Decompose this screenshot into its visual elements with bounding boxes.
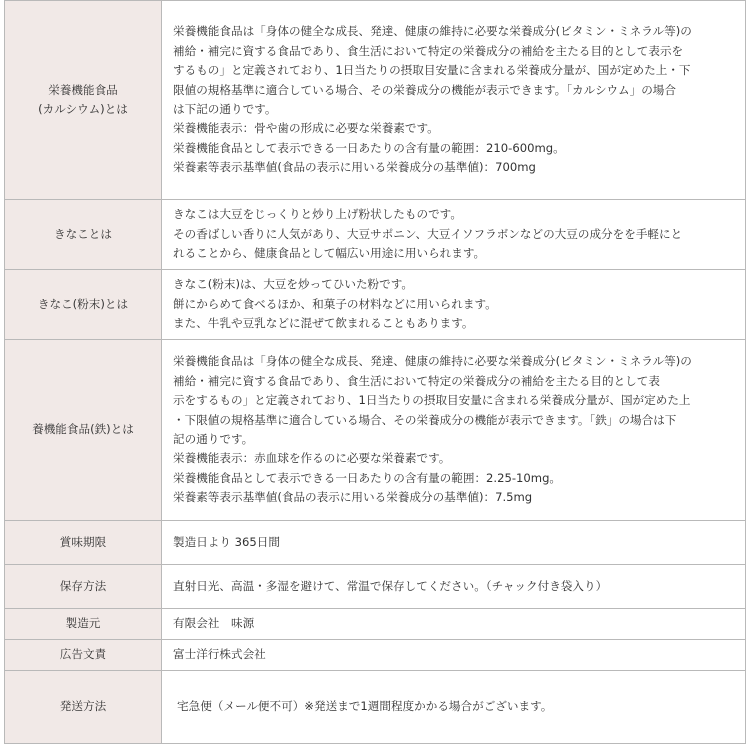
spec-value-line: また、牛乳や豆乳などに混ぜて飲まれることもあります。 (173, 316, 474, 331)
spec-label-line: 保存方法 (59, 578, 107, 593)
spec-label-line: 栄養機能食品 (48, 82, 118, 97)
spec-value-manufacturer (162, 609, 746, 640)
spec-label-kinako (5, 200, 162, 270)
spec-value-line: は下記の通りです。 (173, 102, 277, 116)
spec-value-line: 栄養機能表示：赤血球を作るのに必要な栄養素です。 (173, 451, 451, 466)
spec-label-advertiser (5, 640, 162, 671)
spec-value-storage (162, 565, 746, 609)
spec-label-kinako-powder (5, 270, 162, 340)
spec-value-line: 補給・補完に資する食品であり、食生活において特定の栄養成分の補給を主たる目的として表 (173, 373, 660, 388)
spec-value-line: するもの」と定義されており、1日当たりの摂取目安量に含まれる栄養成分量が、国が定めた上・下 (173, 63, 691, 78)
spec-value-line: きなこは大豆をじっくりと炒り上げ粉状したものです。 (173, 207, 462, 222)
spec-value-line: 餅にからめて食べるほか、和菓子の材料などに用いられます。 (173, 296, 497, 311)
spec-value-kinako (162, 200, 746, 270)
spec-value-line: 栄養機能食品は「身体の健全な成長、発達、健康の維持に必要な栄養成分(ビタミン・ミネラル等)の (173, 24, 692, 39)
spec-value-calcium (162, 1, 746, 200)
spec-value-advertiser (162, 640, 746, 671)
spec-row-manufacturer (5, 609, 746, 640)
spec-value-line: 直射日光、高温・多湿を避けて、常温で保存してください。（チャック付き袋入り） (173, 578, 608, 593)
spec-value-line: 示をするもの」と定義されており、1日当たりの摂取目安量に含まれる栄養成分量が、国が定めた上 (173, 393, 691, 408)
spec-value-line: 栄養素等表示基準値(食品の表示に用いる栄養成分の基準値)：7.5mg (173, 490, 533, 505)
spec-value-line: その香ばしい香りに人気があり、大豆サポニン、大豆イソフラボンなどの大豆の成分をを手軽にと (173, 226, 683, 241)
spec-value-shipping (162, 671, 746, 744)
spec-label-best-before (5, 521, 162, 565)
spec-row-iron (5, 340, 746, 521)
spec-value-line: 栄養素等表示基準値(食品の表示に用いる栄養成分の基準値)：700mg (173, 160, 536, 175)
spec-value-line: 栄養機能食品として表示できる一日あたりの含有量の範囲：2.25-10mg。 (173, 470, 562, 485)
spec-value-line: 記の通りです。 (173, 432, 254, 446)
spec-label-line: (カルシウム)とは (38, 102, 128, 116)
spec-label-shipping (5, 671, 162, 744)
spec-value-kinako-powder (162, 270, 746, 340)
spec-row-shipping (5, 671, 746, 744)
spec-value-iron (162, 340, 746, 521)
spec-label-line: きなことは (54, 226, 112, 241)
spec-row-calcium (5, 1, 746, 200)
spec-value-line: 富士洋行株式会社 (173, 647, 266, 662)
spec-value-line: 栄養機能食品は「身体の健全な成長、発達、健康の維持に必要な栄養成分(ビタミン・ミネラル等)の (173, 354, 692, 369)
spec-value-line: きなこ(粉末)は、大豆を炒ってひいた粉です。 (173, 277, 413, 292)
spec-label-manufacturer (5, 609, 162, 640)
spec-row-kinako (5, 200, 746, 270)
spec-row-kinako-powder (5, 270, 746, 340)
spec-label-iron (5, 340, 162, 521)
spec-value-line: 栄養機能表示：骨や歯の形成に必要な栄養素です。 (173, 121, 439, 136)
spec-value-line: 栄養機能食品として表示できる一日あたりの含有量の範囲：210-600mg。 (173, 140, 565, 155)
spec-value-line: 製造日より 365日間 (173, 534, 280, 549)
spec-label-line: 製造元 (65, 616, 101, 631)
spec-value-line: ・下限値の規格基準に適合している場合、その栄養成分の機能が表示できます。「鉄」の場合は下 (173, 412, 677, 427)
spec-label-storage (5, 565, 162, 609)
spec-value-line: 有限会社 味源 (173, 616, 255, 631)
product-spec-table (4, 0, 746, 744)
spec-row-best-before (5, 521, 746, 565)
spec-value-best-before (162, 521, 746, 565)
spec-label-line: 養機能食品(鉄)とは (32, 422, 134, 437)
spec-value-line: 補給・補完に資する食品であり、食生活において特定の栄養成分の補給を主たる目的として表示を (173, 43, 684, 58)
spec-value-line: 限値の規格基準に適合している場合、その栄養成分の機能が表示できます。「カルシウム」の場合 (173, 82, 676, 97)
spec-value-line: 宅急便（メール便不可）※発送まで1週間程度かかる場合がございます。 (177, 699, 553, 714)
spec-label-calcium (5, 1, 162, 200)
spec-row-advertiser (5, 640, 746, 671)
spec-row-storage (5, 565, 746, 609)
spec-label-line: 広告文責 (59, 647, 107, 662)
spec-label-line: 賞味期限 (59, 534, 107, 549)
spec-value-line: れることから、健康食品として幅広い用途に用いられます。 (173, 246, 486, 261)
spec-label-line: きなこ(粉末)とは (37, 296, 129, 311)
spec-label-line: 発送方法 (59, 699, 107, 714)
